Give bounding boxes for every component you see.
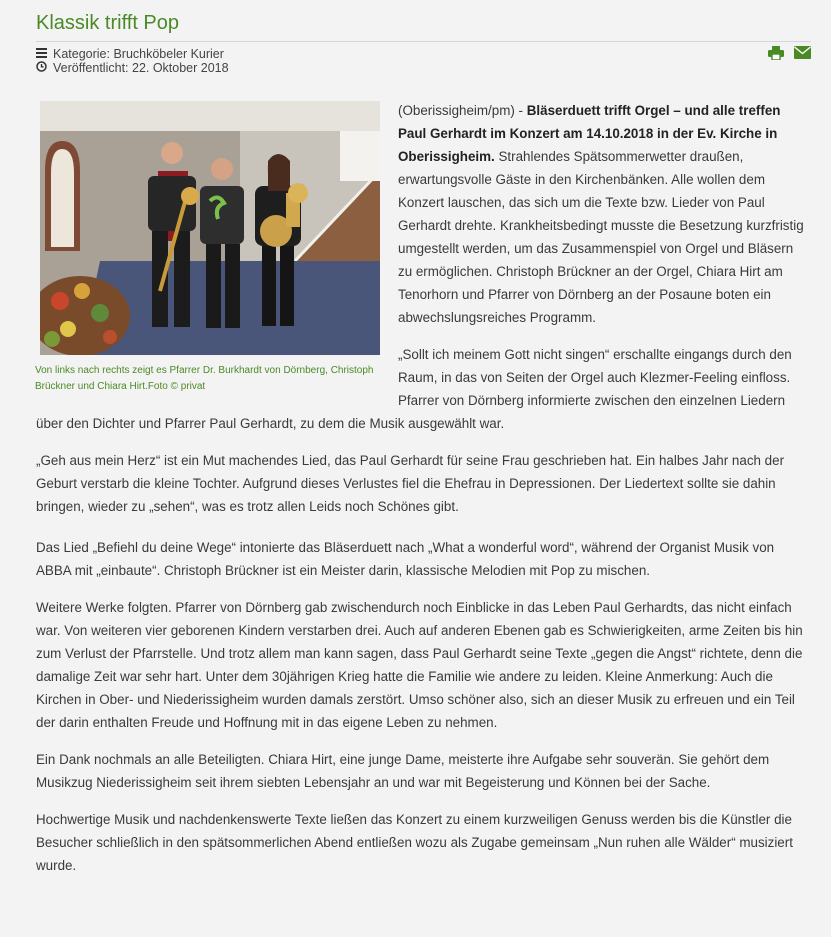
paragraph-6: Ein Dank nochmals an alle Beteiligten. Chiara Hirt, eine junge Dame, meisterte ihre Aufgabe sehr souverän. Sie gehört dem Musikzug Niederissigheim seit ihrem siebten Lebensjahr an und war mit Begeisterung und Können bei der Sache. [36, 752, 770, 790]
concert-photo [40, 101, 380, 355]
paragraph-5: Weitere Werke folgten. Pfarrer von Dörnberg gab zwischendurch noch Einblicke in das Leben Paul Gerhardts, das nicht einfach war. Von weiteren vier geborenen Kindern verstarben drei. Auch auf anderen Ebenen gab es Schwierigkeiten, arme Zeiten bis hin zum Verlust der Pfarrstelle. Und trotz allem man kann sagen, dass Paul Gerhardt seine Texte „gegen die Angst“ richtete, denn die damalige Zeit war sehr hart. Unter dem 30jährigen Krieg hatte die Familie wie andere zu leiden. Kleine Anmerkung: Auch die Kirchen in Ober- und Niederissigheim wurden damals zerstört. Umso schöner also, sich an dieser Musik zu erfreuen und ein Teil der darin enthalten Freude und Hoffnung mit in das eigene Leben zu nehmen. [36, 600, 803, 730]
article-meta [36, 48, 811, 75]
paragraph-7: Hochwertige Musik und nachdenkenswerte Texte ließen das Konzert zu einem kurzweiligen Genuss werden bis die Künstler die Besucher schließlich in den spätsommerlichen Abend entließen wozu als Zugabe gemeinsam „Nun ruhen alle Wälder“ musiziert wurde. [36, 812, 793, 873]
page-title: Klassik trifft Pop [36, 10, 811, 42]
category-text: Kategorie: Bruchköbeler Kurier [53, 47, 224, 61]
published-text: Veröffentlicht: 22. Oktober 2018 [53, 60, 229, 75]
paragraph-3: „Geh aus mein Herz“ ist ein Mut machendes Lied, das Paul Gerhardt für seine Frau geschrieben hat. Ein halbes Jahr nach der Geburt verstarb die kleine Tochter. Aufgrund dieses Verlustes fiel die Ehefrau in Depressionen. Der Liedertext sollte sie dahin bringen, wieder zu „sehen“, was es trotz allen Leids noch Schönes gibt. [36, 453, 785, 514]
paragraph-1-prefix: (Oberissigheim/pm) - [398, 103, 527, 118]
article-actions [768, 46, 811, 63]
paragraph-2: „Sollt ich meinem Gott nicht singen“ erschallte eingangs durch den Raum, in das von Seiten der Orgel auch Klezmer-Feeling einfloss. Pfarrer von Dörnberg informierte zwischen den einzelnen Liedern über den Dichter und Pfarrer Paul Gerhardt, zu dem die Musik ausgewählt war. [36, 347, 792, 431]
paragraph-4: Das Lied „Befiehl du deine Wege“ intonierte das Bläserduett nach „What a wonderful word“, während der Organist Musik von ABBA mit „einbaute“. Christoph Brückner ist ein Meister darin, klassische Melodien mit Pop zu mischen. [36, 540, 775, 578]
category-row [36, 48, 811, 61]
article-figure [35, 101, 384, 395]
clock-icon [36, 61, 48, 75]
paragraph-1-bold: Bläserduett trifft Orgel – und alle treffen Paul Gerhardt im Konzert am 14.10.2018 in der Ev. Kirche in Oberissigheim. [398, 103, 781, 164]
list-icon [36, 48, 48, 61]
email-icon[interactable] [794, 46, 811, 63]
print-icon[interactable] [768, 46, 784, 63]
paragraph-1-rest: Strahlendes Spätsommerwetter draußen, erwartungsvolle Gäste in den Kirchenbänken. Alle wollen dem Konzert lauschen, das sich um die Texte bzw. Lieder von Paul Gerhardt drehte. Krankheitsbedingt musste die Besetzung kurzfristig umgestellt werden, um das Zusammenspiel von Orgel und Bläsern zu ermöglichen. Christoph Brückner an der Orgel, Chiara Hirt am Tenorhorn und Pfarrer von Dörnberg an der Posaune boten ein abwechslungsreiches Programm. [398, 149, 804, 325]
photo-caption: Von links nach rechts zeigt es Pfarrer Dr. Burkhardt von Dörnberg, Christoph Brückner und Chiara Hirt.Foto © privat [35, 365, 374, 392]
published-row [36, 61, 811, 75]
